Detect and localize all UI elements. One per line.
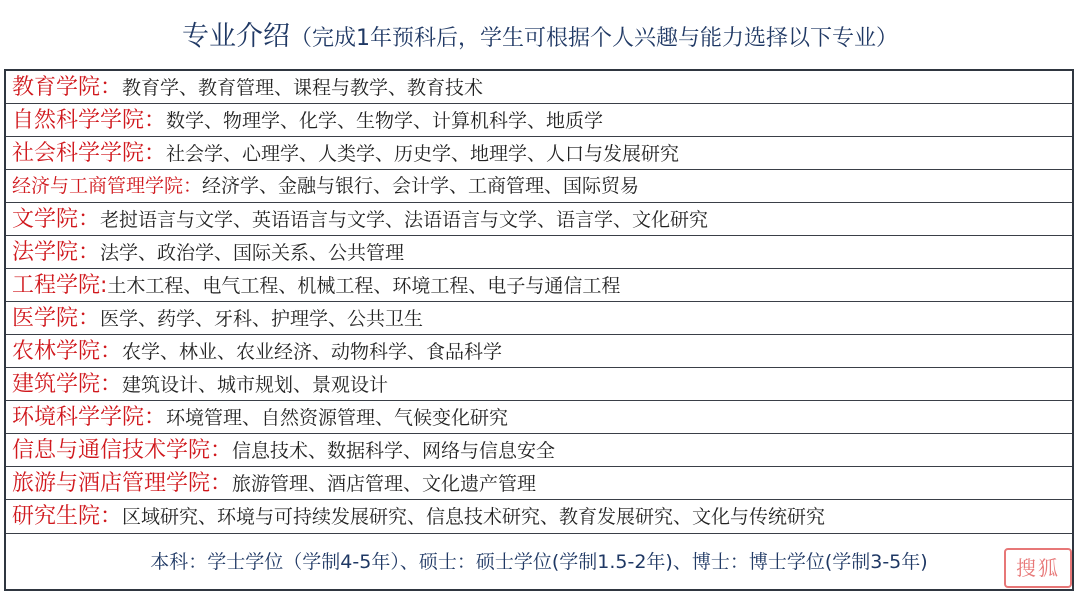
table-row [6,467,1072,500]
college-majors: 信息技术、数据科学、网络与信息安全 [232,440,556,462]
table-row [6,170,1072,203]
title-subtitle: （完成1年预科后，学生可根据个人兴趣与能力选择以下专业） [290,26,898,51]
degree-footer: 本科：学士学位（学制4-5年）、硕士：硕士学位(学制1.5-2年)、博士：博士学位(学制3-5年) [150,551,928,573]
college-majors: 经济学、金融与银行、会计学、工商管理、国际贸易 [202,175,640,197]
watermark-stamp: 搜狐 [1004,548,1072,588]
table-row [6,104,1072,137]
majors-table [4,69,1074,591]
table-row [6,269,1072,302]
college-majors: 老挝语言与文学、英语语言与文学、法语语言与文学、语言学、文化研究 [100,209,709,231]
college-name: 法学院： [12,240,101,265]
college-majors: 法学、政治学、国际关系、公共管理 [100,242,405,264]
title-main: 专业介绍 [182,21,290,52]
college-majors: 建筑设计、城市规划、景观设计 [122,374,389,396]
college-majors: 教育学、教育管理、课程与教学、教育技术 [122,77,484,99]
college-name: 环境科学学院： [12,405,167,430]
table-row [6,71,1072,104]
college-name: 经济与工商管理学院： [12,175,203,197]
table-row [6,203,1072,236]
college-majors: 环境管理、自然资源管理、气候变化研究 [166,407,509,429]
college-majors: 土木工程、电气工程、机械工程、环境工程、电子与通信工程 [107,275,621,297]
table-row [6,137,1072,170]
table-row [6,302,1072,335]
table-row [6,500,1072,534]
page-title [0,14,1080,53]
college-name: 信息与通信技术学院： [12,438,233,463]
college-majors: 医学、药学、牙科、护理学、公共卫生 [100,308,424,330]
college-name: 社会科学学院： [12,141,167,166]
college-majors: 农学、林业、农业经济、动物科学、食品科学 [122,341,503,363]
table-row [6,434,1072,467]
college-majors: 旅游管理、酒店管理、文化遗产管理 [232,473,537,495]
college-name: 建筑学院： [12,372,123,397]
table-row [6,368,1072,401]
college-name: 文学院： [12,207,101,232]
college-majors: 社会学、心理学、人类学、历史学、地理学、人口与发展研究 [166,143,680,165]
college-name: 研究生院： [12,504,123,529]
table-row [6,401,1072,434]
college-name: 教育学院： [12,75,123,100]
college-name: 医学院： [12,306,101,331]
college-name: 工程学院: [12,273,108,298]
college-name: 旅游与酒店管理学院： [12,471,233,496]
college-name: 自然科学学院： [12,108,167,133]
table-row [6,236,1072,269]
table-row [6,335,1072,368]
college-majors: 数学、物理学、化学、生物学、计算机科学、地质学 [166,110,604,132]
college-name: 农林学院： [12,339,123,364]
college-majors: 区域研究、环境与可持续发展研究、信息技术研究、教育发展研究、文化与传统研究 [122,506,826,528]
